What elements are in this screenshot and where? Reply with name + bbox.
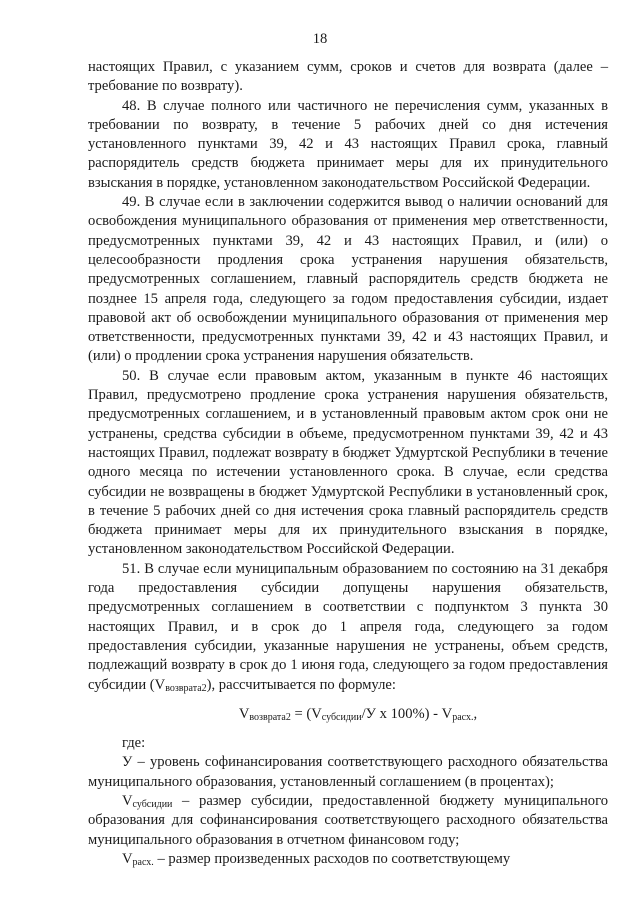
definition-u: У – уровень софинансирования соответствующего расходного обязательства муниципального образования, установленный соглашением (в процентах); xyxy=(88,754,608,790)
formula-part2-sub: расх. xyxy=(452,711,474,723)
paragraph-50: 50. В случае если правовым актом, указанным в пункте 46 настоящих Правил, предусмотрено продление срока устранения нарушения обязательств, предусмотренных соглашением, и в установленный правовым актом срок они не устранены, средства субсидии в объеме, предусмотренном пунктами 39, 42 и 43 настоящих Правил, подлежат возврату в бюджет Удмуртской Республики в течение одного месяца по истечении установленного срока. В случае, если средства субсидии не возвращены в бюджет Удмуртской Республики в установленный срок, в течение 5 рабочих дней со дня истечения срока главный распорядитель средств бюджета принимает меры для их принудительного взыскания в порядке, установленном законодательством Российской Федерации. xyxy=(88,367,608,558)
paragraph-51-text: 51. В случае если муниципальным образованием по состоянию на 31 декабря года предоставления субсидии допущены нарушения обязательств, предусмотренных соглашением в соответствии с подпунктом 3 пункта 30 настоящих Правил, и в срок до 1 апреля года, следующего за годом предоставления субсидии, указанные нарушения не устранены, объем средств, подлежащий возврату в срок до 1 июня года, следующего за годом предоставления субсидии (V xyxy=(88,560,608,693)
paragraph-48: 48. В случае полного или частичного не перечисления сумм, указанных в требовании по возврату, в течение 5 рабочих дней со дня истечения установленного пунктами 39, 42 и 43 настоящих Правил срока, главный распорядитель средств бюджета принимает меры для их принудительного взыскания в порядке, установленном законодательством Российской Федерации. xyxy=(88,97,608,191)
definition-v-expenses-symbol: V xyxy=(122,850,133,867)
definition-v-subsidy-symbol: V xyxy=(122,792,133,809)
formula-part1: = (V xyxy=(290,705,322,722)
definition-v-subsidy xyxy=(88,792,608,850)
page-number: 18 xyxy=(312,31,328,47)
definition-v-subsidy-text: – размер субсидии, предоставленной бюджету муниципального образования для софинансирования соответствующего расходного обязательства муниципального образования в отчетном финансовом году; xyxy=(88,792,608,848)
formula-part1-sub: субсидии xyxy=(321,711,362,723)
definition-v-expenses-text: – размер произведенных расходов по соответствующему xyxy=(153,850,511,867)
formula-end: , xyxy=(473,705,478,722)
definition-v-expenses-sub: расх. xyxy=(132,856,154,868)
where-label: где: xyxy=(122,735,146,752)
definition-v-expenses xyxy=(88,850,608,869)
paragraph-51-subscript: возврата2 xyxy=(165,682,207,694)
document-body xyxy=(88,58,608,869)
definition-v-subsidy-sub: субсидии xyxy=(132,798,173,810)
paragraph-51 xyxy=(88,560,608,695)
formula xyxy=(88,705,608,724)
formula-lhs-sub: возврата2 xyxy=(249,711,291,723)
paragraph-49: 49. В случае если в заключении содержится вывод о наличии оснований для освобождения муниципального образования от применения мер ответственности, предусмотренных пунктами 39, 42 и 43 настоящих Правил, и (или) о целесообразности продления срока устранения нарушения обязательств, предусмотренных соглашением, главный распорядитель средств бюджета не позднее 15 апреля года, следующего за годом предоставления субсидии, издает правовой акт об освобождении муниципального образования от применения мер ответственности, предусмотренных пунктами 39, 42 и 43 настоящих Правил, и (или) о продлении срока устранения нарушения обязательств. xyxy=(88,194,608,365)
paragraph-continuation: настоящих Правил, с указанием сумм, сроков и счетов для возврата (далее – требование по возврату). xyxy=(88,59,608,95)
formula-part2: /У х 100%) - V xyxy=(361,705,453,722)
paragraph-51-end: ), рассчитывается по формуле: xyxy=(206,676,396,693)
formula-lhs: V xyxy=(238,705,250,722)
